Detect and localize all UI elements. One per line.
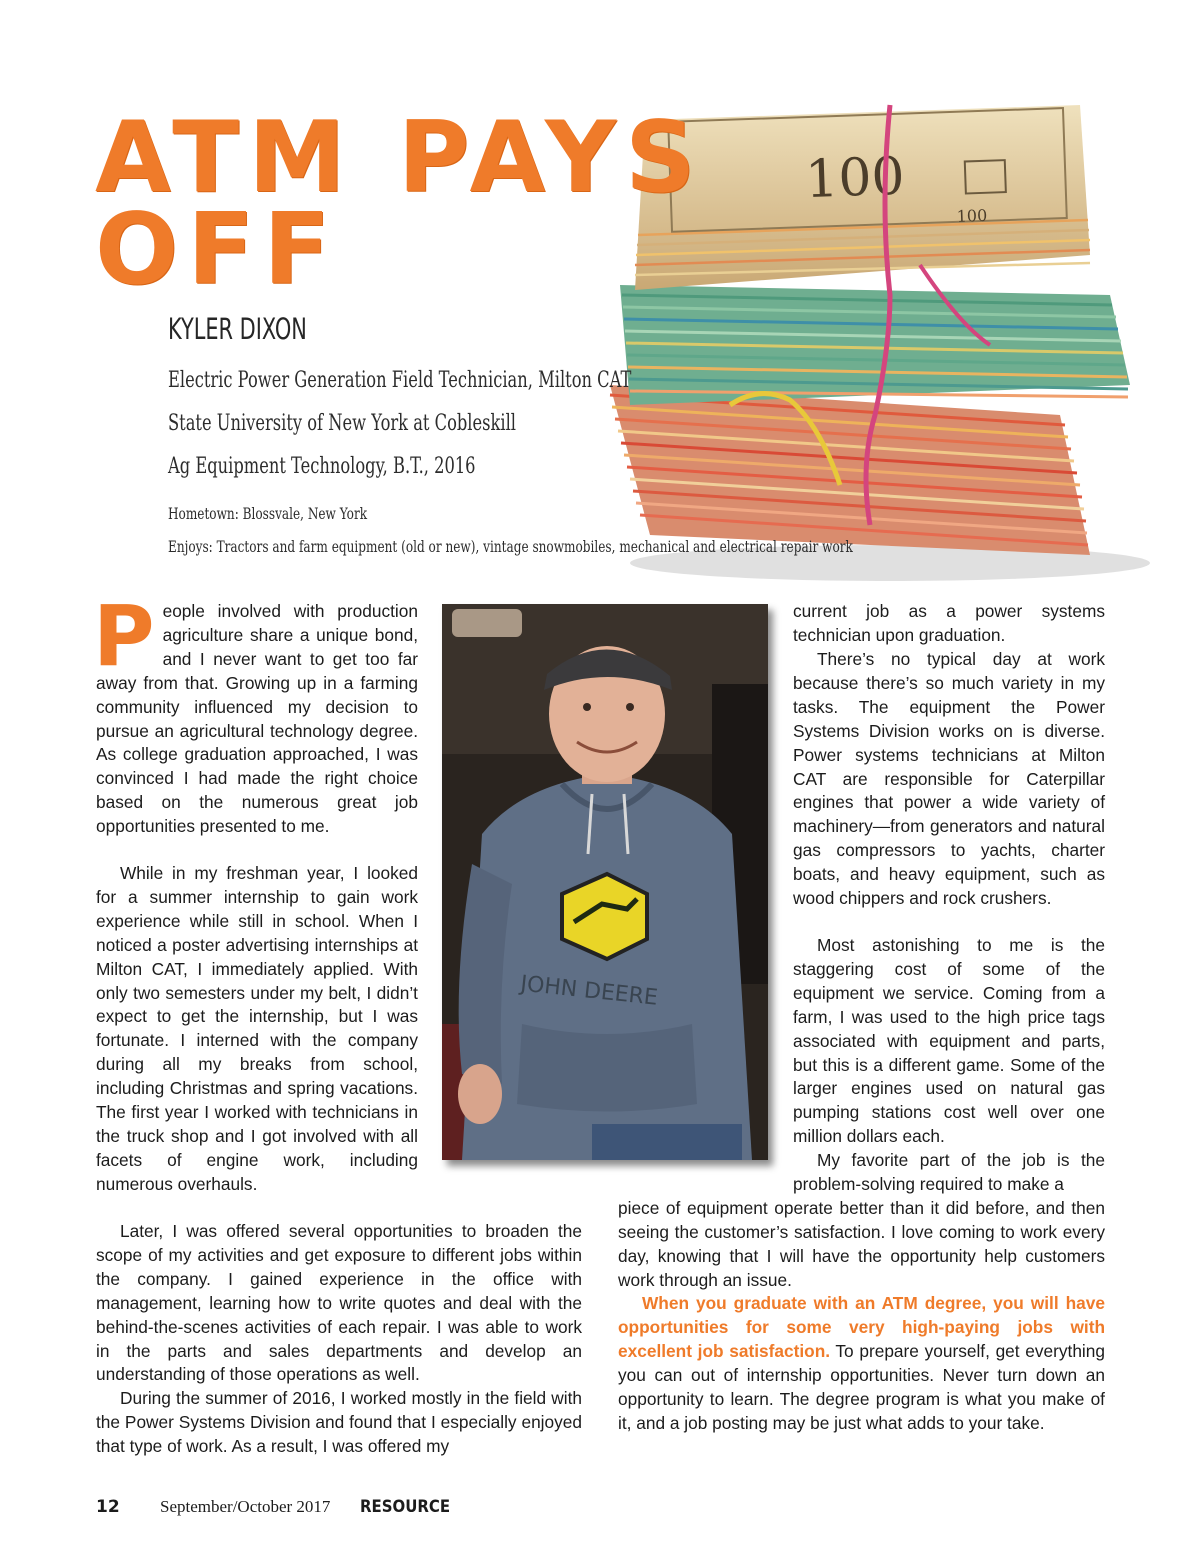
paragraph-summer-continued: current job as a power systems technician upon graduation. xyxy=(793,601,1105,645)
page-number: 12 xyxy=(96,1497,120,1517)
article-title xyxy=(95,101,705,307)
paragraph-favorite-part: My favorite part of the job is the problem-solving required to make a xyxy=(793,1150,1105,1194)
paragraph-summer: During the summer of 2016, I worked mostly in the field with the Power Systems Division and found that I especially enjoyed that type of work. As a result, I was offered my xyxy=(96,1388,582,1456)
title-line-1: ATM PAYS xyxy=(95,101,705,215)
paragraph-opportunities: Later, I was offered several opportunities to broaden the scope of my activities and get exposure to different jobs within the company. I gained experience in the office with management, learning how to write quotes and deal with the behind-the-scenes activities of each repair. I was able to work in the parts and sales departments and develop an understanding of those operations as well. xyxy=(96,1221,582,1385)
paragraph-intro xyxy=(93,587,418,839)
paragraph-variety: There’s no typical day at work because there’s so much variety in my tasks. The equipment the Power Systems Division works on is diverse. Power systems technicians at Milton CAT are responsible for Caterpillar engines that power a wide variety of machinery—from generators and natural gas compressors to yachts, charter boats, and heavy equipment, such as wood chippers and rock crushers. xyxy=(793,649,1105,909)
paragraph-favorite-continued: piece of equipment operate better than it did before, and then seeing the customer’s satisfaction. I love coming to work every day, knowing that I will have the opportunity help customers work through an issue. xyxy=(618,1198,1105,1290)
conclusion-text: To prepare yourself, get everything you can out of internship opportunities. Never turn down an opportunity to learn. The degree program is what you make of it, and a job posting may be just what adds to your take. xyxy=(618,1340,1105,1433)
shirt-logo-text: JOHN DEERE xyxy=(519,971,659,1011)
issue-date: September/October 2017 xyxy=(160,1497,331,1516)
paragraph-internship: While in my freshman year, I looked for a summer internship to gain work experience while still in school. When I noticed a poster advertising internships at Milton CAT, I immediately applied. With only two semesters under my belt, I didn’t expect to get the internship, but I was fortunate. I interned with the company during all my breaks from school, including Christmas and spring vacations. The first year I worked with technicians in the truck shop and I got involved with all facets of engine work, including numerous overhauls. xyxy=(96,863,418,1194)
author-interests: Enjoys: Tractors and farm equipment (old or new), vintage snowmobiles, mechanical and electrical repair work xyxy=(168,538,853,556)
author-degree: Ag Equipment Technology, B.T., 2016 xyxy=(168,454,476,479)
author-school: State University of New York at Cobleskill xyxy=(168,411,516,436)
bill-value-small: 100 xyxy=(956,205,988,226)
author-name: KYLER DIXON xyxy=(168,312,307,346)
author-photo xyxy=(442,604,768,1160)
publication-name: RESOURCE xyxy=(360,1497,451,1517)
bill-value: 100 xyxy=(804,146,906,211)
paragraph-1-text: eople involved with production agriculture share a unique bond, and I never want to get too far away from that. Growing up in a farming community influenced my decision to pursue an agricultural technology degree. As college graduation approached, I was convinced I had made the right choice based on the numerous great job opportunities presented to me. xyxy=(96,601,418,837)
author-position: Electric Power Generation Field Technician, Milton CAT xyxy=(168,368,632,393)
author-hometown: Hometown: Blossvale, New York xyxy=(168,505,368,523)
title-line-2: OFF xyxy=(95,193,340,307)
pull-highlight: When you graduate with an ATM degree, you will have opportunities for some very high-paying jobs with excellent job satisfaction. xyxy=(618,1293,1105,1361)
paragraph-conclusion xyxy=(618,1292,1105,1435)
paragraph-cost: Most astonishing to me is the staggering cost of some of the equipment we service. Coming from a farm, I was used to the high price tags associated with equipment and parts, but this is a different game. Some of the larger engines used on natural gas pumping stations cost well over one million dollars each. xyxy=(793,935,1105,1147)
drop-cap: P xyxy=(93,587,155,685)
